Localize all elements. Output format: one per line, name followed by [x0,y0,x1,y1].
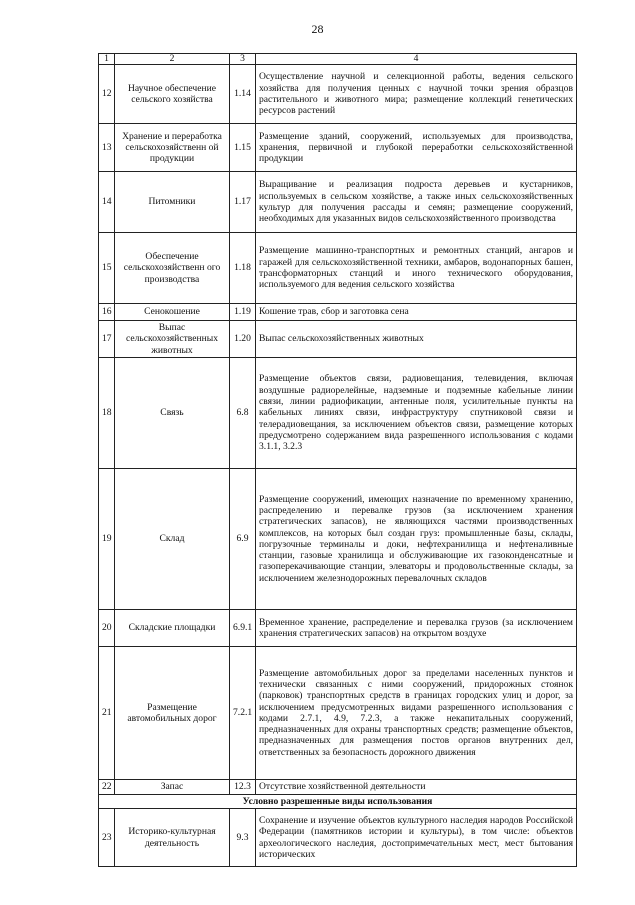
table-row [99,357,577,468]
table-row [99,468,577,609]
table-row [99,809,577,867]
table-row [99,65,577,124]
use-name: Склад [115,468,230,609]
use-name: Связь [115,357,230,468]
use-description: Выращивание и реализация подроста деревьев и кустарников, используемых в сельском хозяйстве, а также иных сельскохозяйственных культур для получения рассады и семян; размещение сооружений, необходимых для указанных видов сельскохозяйственного производства [256,172,577,233]
table-row [99,779,577,794]
row-number: 16 [99,304,115,321]
table-row [99,233,577,304]
use-code: 6.9.1 [230,609,256,646]
row-number: 21 [99,646,115,779]
use-description: Размещение машинно-транспортных и ремонтных станций, ангаров и гаражей для сельскохозяйственной техники, амбаров, водонапорных башен, трансформаторных станций и иного технического оборудования, используемого для ведения сельского хозяйства [256,233,577,304]
row-number: 19 [99,468,115,609]
use-code: 1.17 [230,172,256,233]
use-description: Размещение сооружений, имеющих назначение по временному хранению, распределению и перевалке грузов (за исключением хранения стратегических запасов), не являющихся частями производственных комплексов, на которых был создан груз: промышленные базы, склады, погрузочные терминалы и доки, нефтехранилища и нефтеналивные станции, газовые хранилища и обслуживающие их газоконденсатные и газоперекачивающие станции, элеваторы и продовольственные склады, за исключением железнодорожных перевалочных складов [256,468,577,609]
table-header-row [99,54,577,65]
header-cell: 1 [99,54,115,65]
use-code: 1.18 [230,233,256,304]
table-row [99,172,577,233]
use-name: Научное обеспечение сельского хозяйства [115,65,230,124]
row-number: 14 [99,172,115,233]
use-code: 7.2.1 [230,646,256,779]
table-row [99,321,577,358]
use-code: 12.3 [230,779,256,794]
table-row [99,609,577,646]
use-name: Сенокошение [115,304,230,321]
use-description: Сохранение и изучение объектов культурного наследия народов Российской Федерации (памятников истории и культуры), в том числе: объектов археологического наследия, достопримечательных мест, мест бытования исторических [256,809,577,867]
use-code: 1.15 [230,124,256,172]
use-name: Выпас сельскохозяйственных животных [115,321,230,358]
use-description: Размещение зданий, сооружений, используемых для производства, хранения, первичной и глубокой переработки сельскохозяйственной продукции [256,124,577,172]
use-description: Размещение объектов связи, радиовещания, телевидения, включая воздушные радиорелейные, надземные и подземные кабельные линии связи, линии радиофикации, антенные поля, усилительные пункты на кабельных линиях связи, инфраструктуру спутниковой связи и телерадиовещания, за исключением объектов связи, размещение которых предусмотрено содержанием вида разрешенного использования с кодами 3.1.1, 3.2.3 [256,357,577,468]
use-name: Хранение и переработка сельскохозяйственн ой продукции [115,124,230,172]
row-number: 13 [99,124,115,172]
use-code: 9.3 [230,809,256,867]
row-number: 17 [99,321,115,358]
header-cell: 3 [230,54,256,65]
use-name: Размещение автомобильных дорог [115,646,230,779]
row-number: 12 [99,65,115,124]
row-number: 18 [99,357,115,468]
use-code: 1.20 [230,321,256,358]
use-code: 1.14 [230,65,256,124]
use-name: Запас [115,779,230,794]
use-code: 6.9 [230,468,256,609]
land-use-table [98,53,577,867]
use-name: Питомники [115,172,230,233]
use-description: Выпас сельскохозяйственных животных [256,321,577,358]
table-row [99,646,577,779]
use-description: Отсутствие хозяйственной деятельности [256,779,577,794]
use-code: 1.19 [230,304,256,321]
row-number: 23 [99,809,115,867]
row-number: 15 [99,233,115,304]
use-description: Временное хранение, распределение и перевалка грузов (за исключением хранения стратегических запасов) на открытом воздухе [256,609,577,646]
use-code: 6.8 [230,357,256,468]
page-number: 28 [311,22,324,36]
header-cell: 4 [256,54,577,65]
use-description: Размещение автомобильных дорог за пределами населенных пунктов и технически связанных с ними сооружений, придорожных стоянок (парковок) транспортных средств в границах городских улиц и дорог, за исключением предусмотренных видами разрешенного использования с кодами 2.7.1, 4.9, 7.2.3, а также некапитальных сооружений, предназначенных для охраны транспортных средств; размещение объектов, предназначенных для размещения постов органов внутренних дел, ответственных за безопасность дорожного движения [256,646,577,779]
use-name: Историко-культурная деятельность [115,809,230,867]
use-description: Осуществление научной и селекционной работы, ведения сельского хозяйства для получения ценных с научной точки зрения образцов растительного и животного мира; размещение коллекций генетических ресурсов растений [256,65,577,124]
section-title: Условно разрешенные виды использования [99,794,577,808]
use-name: Складские площадки [115,609,230,646]
table-row [99,124,577,172]
section-header-row [99,794,577,808]
row-number: 22 [99,779,115,794]
header-cell: 2 [115,54,230,65]
row-number: 20 [99,609,115,646]
table-row [99,304,577,321]
use-description: Кошение трав, сбор и заготовка сена [256,304,577,321]
use-name: Обеспечение сельскохозяйственн ого производства [115,233,230,304]
